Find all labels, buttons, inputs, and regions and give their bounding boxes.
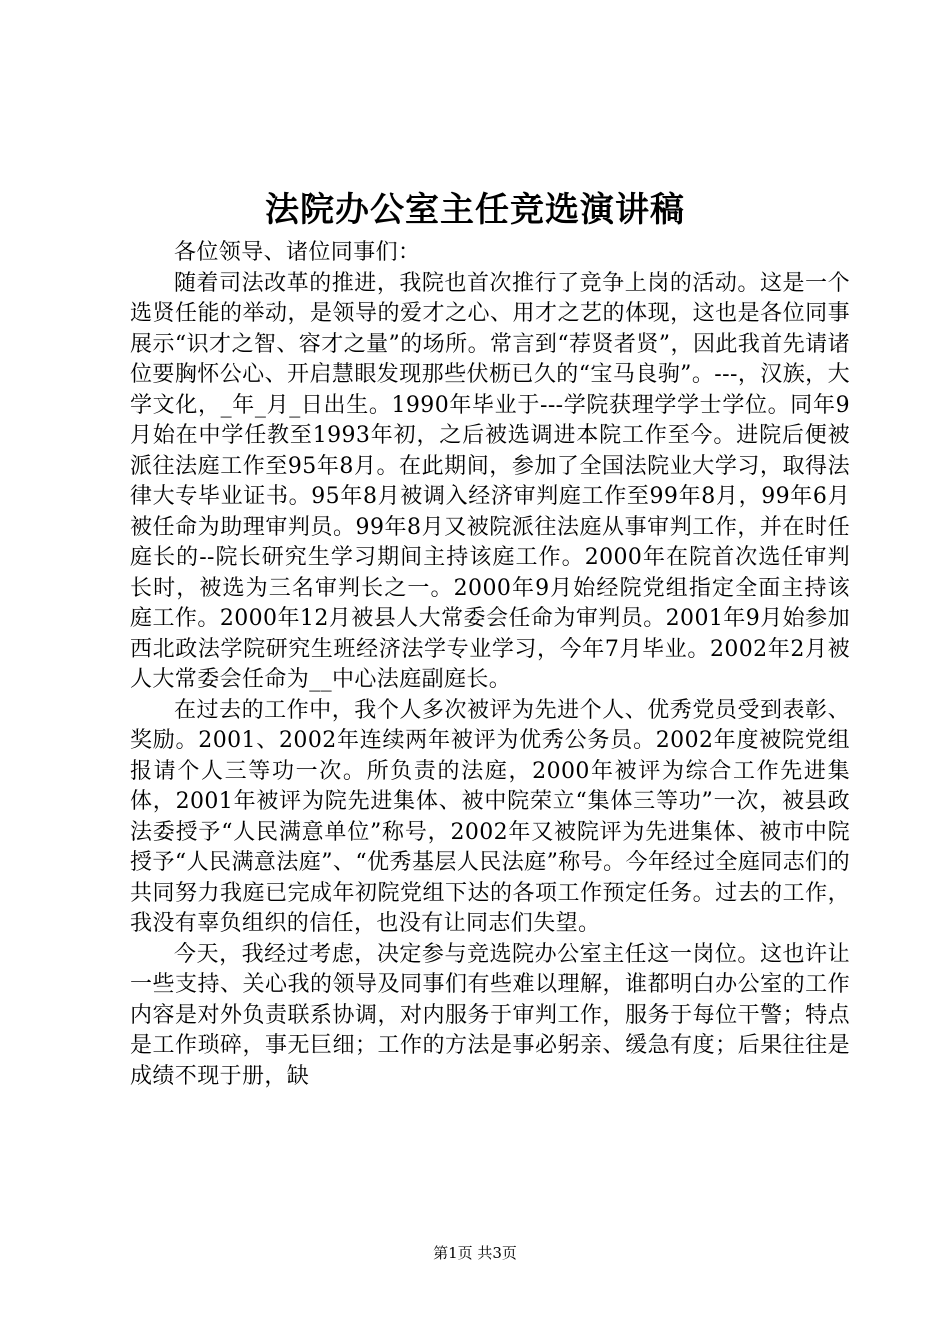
paragraph-achievements: 在过去的工作中，我个人多次被评为先进个人、优秀党员受到表彰、奖励。2001、2002年连续两年被评为优秀公务员。2002年度被院党组报请个人三等功一次。所负责的法庭，2000年被评为综合工作先进集体，2001年被评为院先进集体、被中院荣立“集体三等功”一次，被县政法委授予“人民满意单位”称号，2002年又被院评为先进集体、被市中院授予“人民满意法庭”、“优秀基层人民法庭”称号。今年经过全庭同志们的共同努力我庭已完成年初院党组下达的各项工作预定任务。过去的工作，我没有辜负组织的信任，也没有让同志们失望。	[130, 697, 850, 936]
document-title: 法院办公室主任竞选演讲稿	[265, 190, 685, 230]
paragraph-decision: 今天，我经过考虑，决定参与竞选院办公室主任这一岗位。这也许让一些支持、关心我的领导及同事们有些难以理解，谁都明白办公室的工作内容是对外负责联系协调，对内服务于审判工作，服务于每位干警；特点是工作琐碎，事无巨细；工作的方法是事必躬亲、缓急有度；后果往往是成绩不现于册，缺	[130, 941, 850, 1089]
document-body	[130, 238, 850, 1092]
page-number: 第1页 共3页	[433, 1244, 517, 1262]
salutation: 各位领导、诸位同事们：	[174, 240, 421, 265]
paragraph-background: 随着司法改革的推进，我院也首次推行了竞争上岗的活动。这是一个选贤任能的举动，是领导的爱才之心、用才之艺的体现，这也是各位同事展示“识才之智、容才之量”的场所。常言到“荐贤者贤”，因此我首先请诸位要胸怀公心、开启慧眼发现那些伏枥已久的“宝马良驹”。---，汉族，大学文化，_年_月_日出生。1990年毕业于---学院获理学学士学位。同年9月始在中学任教至1993年初，之后被选调进本院工作至今。进院后便被派往法庭工作至95年8月。在此期间，参加了全国法院业大学习，取得法律大专毕业证书。95年8月被调入经济审判庭工作至99年8月，99年6月被任命为助理审判员。99年8月又被院派往法庭从事审判工作，并在时任庭长的--院长研究生学习期间主持该庭工作。2000年在院首次选任审判长时，被选为三名审判长之一。2000年9月始经院党组指定全面主持该庭工作。2000年12月被县人大常委会任命为审判员。2001年9月始参加西北政法学院研究生班经济法学专业学习，今年7月毕业。2002年2月被人大常委会任命为__中心法庭副庭长。	[130, 270, 850, 692]
